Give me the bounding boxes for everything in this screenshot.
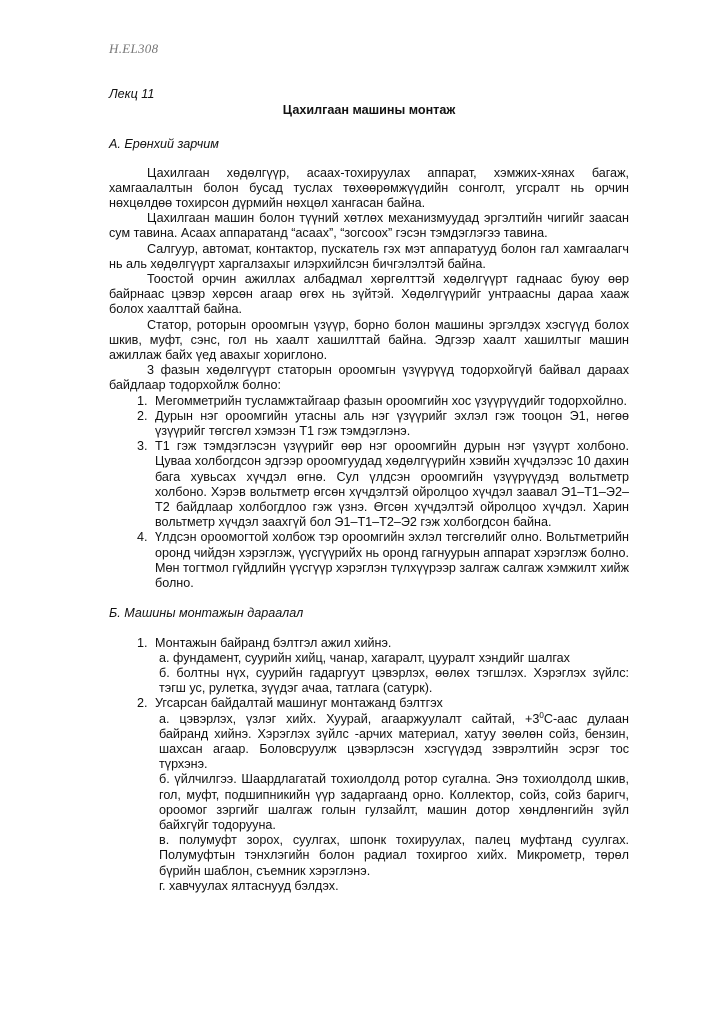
sub-item bbox=[155, 712, 629, 773]
list-item-title: 2. Угсарсан байдалтай машинуг монтажанд бэлтгэх bbox=[155, 696, 443, 711]
paragraph: 3 фазын хөдөлгүүрт статорын ороомгын үзүүрүүд тодорхойгүй байвал дараах байдлаар тодорхойлж болно: bbox=[109, 363, 629, 393]
list-item bbox=[151, 636, 629, 697]
sub-item: б. үйлчилгээ. Шаардлагатай тохиолдолд ротор сугална. Энэ тохиолдолд шкив, гол, муфт, подшипникийн үүр задаргаанд орно. Коллектор, сойз, сойз баригч, ороомог зэргийг шалгаж голын гулзайлт, машин дотор хөндлөнгийн зүйл байхгүйг тодорууна. bbox=[159, 772, 629, 832]
course-code: H.EL308 bbox=[109, 41, 159, 56]
list-item bbox=[151, 696, 629, 894]
list-item-title: 1. Монтажын байранд бэлтгэл ажил хийнэ. bbox=[155, 635, 392, 650]
list-item: 4. Үлдсэн ороомогтой холбож тэр ороомгийн эхлэл төгсгөлийг олно. Вольтметрийн оронд чийдэн хэрэглэж, үүсгүүрийх нь оронд гагнуурын аппарат хэрэглэж болно. Мөн тогтмол гүйдлийн үүсгүүр хэрэглэн түлхүүрээр залгаж салгаж хэмжилт хийж болно. bbox=[151, 530, 629, 591]
paragraph: Цахилгаан хөдөлгүүр, асаах-тохируулах аппарат, хэмжих-хянах багаж, хамгаалалтын болон бусад туслах төхөөрөмжүүдийн сонголт, угсралт нь орчин нөхцөлдөө тохирсон дүрмийн нөхцөл хангасан байна. bbox=[109, 165, 629, 211]
list-item: 1. Мегомметрийн тусламжтайгаар фазын ороомгийн хос үзүүрүүдийг тодорхойлно. bbox=[151, 394, 629, 409]
paragraph: Тоостой орчин ажиллах албадмал хөргөлттэй хөдөлгүүрт гаднаас буюу өөр байрнаас цэвэр хөрсөн агаар өгөх нь зүйтэй. Хөдөлгүүрийг унтраасны дараа хааж болох хаалттай байна. bbox=[109, 272, 629, 317]
winding-steps-list bbox=[109, 394, 629, 592]
paragraph: Салгуур, автомат, контактор, пускатель гэх мэт аппаратууд болон гал хамгаалагч нь аль хөдөлгүүрт харгалзахыг илэрхийлсэн бичгэлэлтэй байна. bbox=[109, 241, 629, 271]
list-item: 3. Т1 гэж тэмдэглэсэн үзүүрийг өөр нэг ороомгийн дурын нэг үзүүрт холбоно. Цуваа холбогдсон эдгээр ороомгуудад хөдөлгүүрийн хэвийн хүчдэлээс 10 дахин бага хувьсах хүчдэл өгнө. Сул үлдсэн ороомгийн үзүүрүүдэд вольтметр холбоно. Хэрэв вольтметр өгсөн хүчдэлтэй ойролцоо хүчдэл заавал Э1–Т1–Э2–Т2 байдлаар холбогдлоо гэж үзнэ. Өгсөн хүчдэлтэй ойролцоо хүчдэл. Харин вольтметр хүчдэл заахгүй бол Э1–Т1–Т2–Э2 гэж холбогдсон байна. bbox=[151, 439, 629, 530]
lecture-number: Лекц 11 bbox=[109, 87, 155, 101]
sub-item-text: С-аас дулаан байранд хийнэ. Хэрэглэх зүйлс -арчих материал, хатуу зөөлөн сойз, бензин, шахсан агаар. Боловсруулж цэвэрлэсэн хэсгүүдэд зэврэлтийн эсрэг тос түрхэнэ. bbox=[159, 711, 629, 772]
sub-item: б. болтны нүх, суурийн гадаргуут цэвэрлэх, өөлөх тэгшлэх. Хэрэглэх зүйлс: тэгш ус, рулетка, зүүдэг ачаа, татлага (сатурк). bbox=[159, 665, 629, 696]
sub-item: в. полумуфт зорох, суулгах, шпонк тохируулах, палец муфтанд суулгах. Полумуфтын тэнхлэгийн болон радиал тохиргоо хийх. Микрометр, төрөл бүрийн шаблон, съемник хэрэглэнэ. bbox=[159, 833, 629, 878]
list-item: 2. Дурын нэг ороомгийн утасны аль нэг үзүүрийг эхлэл гэж тооцон Э1, нөгөө үзүүрийг төгсгөл хэмээн Т1 гэж тэмдэглэнэ. bbox=[151, 409, 629, 439]
sub-item: г. хавчуулах ялтаснууд бэлдэх. bbox=[159, 878, 339, 893]
section-b-heading: Б. Машины монтажын дараалал bbox=[109, 606, 304, 621]
installation-steps-list bbox=[109, 636, 629, 894]
sub-item-text: а. цэвэрлэх, үзлэг хийх. Хуурай, агааржуулалт сайтай, +3 bbox=[159, 711, 540, 726]
superscript: 0 bbox=[539, 710, 544, 720]
page-title: Цахилгаан машины монтаж bbox=[282, 103, 456, 118]
paragraph: Цахилгаан машин болон түүний хөтлөх механизмуудад эргэлтийн чигийг заасан сум тавина. Асаах аппаратанд “асаах”, “зогсоох” гэсэн тэмдэглэгээ тавина. bbox=[109, 211, 629, 241]
document-body bbox=[109, 87, 629, 894]
sub-item: а. фундамент, суурийн хийц, чанар, хагаралт, цууралт хэндийг шалгах bbox=[159, 650, 570, 665]
paragraph: Статор, роторын ороомгын үзүүр, борно болон машины эргэлдэх хэсгүүд болох шкив, муфт, сэнс, гол нь хаалт хашилттай байна. Эдгээр хаалт хашилтыг машин ажиллаж байх үед авахыг хориглоно. bbox=[109, 317, 629, 363]
section-a-heading: А. Ерөнхий зарчим bbox=[109, 137, 219, 152]
